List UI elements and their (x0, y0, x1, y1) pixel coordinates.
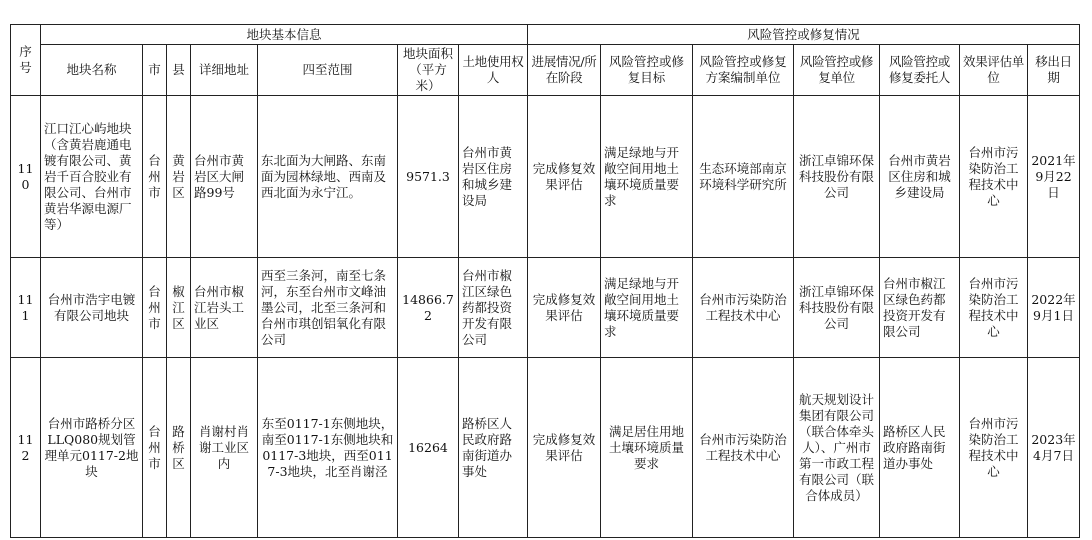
site-removal-table (10, 24, 1080, 538)
cell-owner: 台州市黄岩区住房和城乡建设局 (459, 96, 528, 258)
cell-boundary: 东至0117-1东侧地块，南至0117-1东侧地块和0117-3地块，西至0117-3地块，北至肖谢泾 (258, 358, 398, 538)
col-eval-unit-header: 效果评估单位 (960, 45, 1028, 96)
cell-client: 台州市椒江区绿色药都投资开发有限公司 (880, 258, 960, 358)
group-basic-info-header: 地块基本信息 (41, 25, 528, 45)
col-city-header: 市 (143, 45, 167, 96)
group-risk-control-header: 风险管控或修复情况 (528, 25, 1080, 45)
cell-client: 路桥区人民政府路南街道办事处 (880, 358, 960, 538)
cell-eval-unit: 台州市污染防治工程技术中心 (960, 96, 1028, 258)
cell-seq: 111 (11, 258, 41, 358)
col-owner-header: 土地使用权人 (459, 45, 528, 96)
cell-eval-unit: 台州市污染防治工程技术中心 (960, 358, 1028, 538)
col-client-header: 风险管控或修复委托人 (880, 45, 960, 96)
cell-repair-unit: 浙江卓锦环保科技股份有限公司 (794, 258, 880, 358)
cell-repair-unit: 浙江卓锦环保科技股份有限公司 (794, 96, 880, 258)
cell-address: 台州市黄岩区大闸路99号 (191, 96, 258, 258)
cell-goal: 满足绿地与开敞空间用地土壤环境质量要求 (601, 96, 693, 258)
col-name-header: 地块名称 (41, 45, 143, 96)
col-plan-unit-header: 风险管控或修复方案编制单位 (693, 45, 794, 96)
cell-repair-unit: 航天规划设计集团有限公司（联合体牵头人）、广州市第一市政工程有限公司（联合体成员） (794, 358, 880, 538)
cell-name: 台州市路桥分区LLQ080规划管理单元0117-2地块 (41, 358, 143, 538)
cell-city: 台州市 (143, 96, 167, 258)
cell-progress: 完成修复效果评估 (528, 258, 601, 358)
cell-removal-date: 2021年9月22日 (1028, 96, 1080, 258)
cell-plan-unit: 生态环境部南京环境科学研究所 (693, 96, 794, 258)
cell-address: 台州市椒江岩头工业区 (191, 258, 258, 358)
col-county-header: 县 (167, 45, 191, 96)
cell-seq: 110 (11, 96, 41, 258)
cell-county: 路桥区 (167, 358, 191, 538)
header-group-row (11, 25, 1080, 45)
cell-city: 台州市 (143, 358, 167, 538)
table-row (11, 96, 1080, 258)
cell-name: 台州市浩宇电镀有限公司地块 (41, 258, 143, 358)
col-address-header: 详细地址 (191, 45, 258, 96)
col-goal-header: 风险管控或修复目标 (601, 45, 693, 96)
cell-county: 椒江区 (167, 258, 191, 358)
cell-progress: 完成修复效果评估 (528, 358, 601, 538)
cell-plan-unit: 台州市污染防治工程技术中心 (693, 258, 794, 358)
cell-goal: 满足居住用地土壤环境质量要求 (601, 358, 693, 538)
cell-county: 黄岩区 (167, 96, 191, 258)
cell-client: 台州市黄岩区住房和城乡建设局 (880, 96, 960, 258)
cell-removal-date: 2022年9月1日 (1028, 258, 1080, 358)
cell-progress: 完成修复效果评估 (528, 96, 601, 258)
cell-plan-unit: 台州市污染防治工程技术中心 (693, 358, 794, 538)
col-removal-date-header: 移出日期 (1028, 45, 1080, 96)
col-seq-header: 序号 (11, 25, 41, 96)
table-row (11, 258, 1080, 358)
cell-goal: 满足绿地与开敞空间用地土壤环境质量要求 (601, 258, 693, 358)
cell-owner: 路桥区人民政府路南街道办事处 (459, 358, 528, 538)
cell-boundary: 东北面为大闸路、东南面为园林绿地、西南及西北面为永宁江。 (258, 96, 398, 258)
cell-owner: 台州市椒江区绿色药都投资开发有限公司 (459, 258, 528, 358)
cell-seq: 112 (11, 358, 41, 538)
cell-address: 肖谢村肖谢工业区内 (191, 358, 258, 538)
cell-eval-unit: 台州市污染防治工程技术中心 (960, 258, 1028, 358)
cell-area: 16264 (398, 358, 459, 538)
cell-boundary: 西至三条河，南至七条河，东至台州市文峰油墨公司，北至三条河和台州市琪创铝氧化有限公司 (258, 258, 398, 358)
cell-removal-date: 2023年4月7日 (1028, 358, 1080, 538)
cell-name: 江口江心屿地块（含黄岩鹿通电镀有限公司、黄岩千百合胶业有限公司、台州市黄岩华源电源厂等） (41, 96, 143, 258)
cell-area: 14866.72 (398, 258, 459, 358)
cell-area: 9571.3 (398, 96, 459, 258)
col-boundary-header: 四至范围 (258, 45, 398, 96)
col-area-header: 地块面积（平方米） (398, 45, 459, 96)
header-column-row (11, 45, 1080, 96)
table-row (11, 358, 1080, 538)
cell-city: 台州市 (143, 258, 167, 358)
col-progress-header: 进展情况/所在阶段 (528, 45, 601, 96)
col-repair-unit-header: 风险管控或修复单位 (794, 45, 880, 96)
